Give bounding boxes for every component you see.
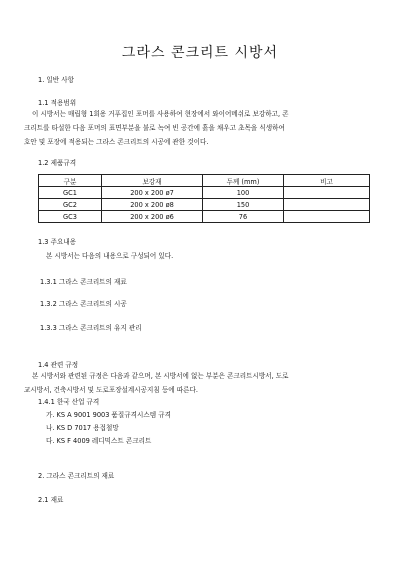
- table-cell: 100: [203, 187, 284, 199]
- document-title: 그라스 콘크리트 시방서: [121, 45, 279, 61]
- table-header: 구분: [39, 175, 102, 187]
- contents-item-1: 1.3.1 그라스 콘크리트의 재료: [40, 278, 127, 286]
- rules-paragraph: [24, 369, 376, 397]
- standard-item: 가. KS A 9001 9003 품질규격시스템 규격: [46, 411, 171, 419]
- table-cell: GC1: [39, 187, 102, 199]
- section-heading-1-4: 1.4 관련 규정: [38, 361, 79, 369]
- table-cell: 76: [203, 211, 284, 223]
- contents-item-2: 1.3.2 그라스 콘크리트의 시공: [40, 300, 127, 308]
- table-header: 보강재: [102, 175, 203, 187]
- table-cell: [284, 187, 370, 199]
- subsection-1-4-1: 1.4.1 한국 산업 규격: [38, 398, 100, 406]
- scope-paragraph: [24, 107, 376, 149]
- table-cell: 200 x 200 ø7: [102, 187, 203, 199]
- section-heading-2-1: 2.1 재료: [38, 496, 64, 504]
- table-row: [39, 187, 370, 199]
- standard-item: 나. KS D 7017 용접철망: [46, 424, 119, 432]
- table-row: [39, 211, 370, 223]
- table-cell: [284, 211, 370, 223]
- section-heading-1-2: 1.2 제품규격: [38, 159, 77, 167]
- table-row: [39, 199, 370, 211]
- section-heading-1: 1. 일반 사항: [38, 76, 74, 84]
- table-cell: GC3: [39, 211, 102, 223]
- table-header: 비고: [284, 175, 370, 187]
- table-cell: 200 x 200 ø6: [102, 211, 203, 223]
- contents-intro: 본 시방서는 다음의 내용으로 구성되어 있다.: [46, 252, 174, 260]
- scope-line: 이 시방서는 매립형 1회용 거푸집인 포머를 사용하여 현장에서 와이어메쉬로 보강하고, 콘: [32, 110, 289, 118]
- standard-item: 다. KS F 4009 레디믹스트 콘크리트: [46, 437, 152, 445]
- section-heading-1-3: 1.3 주요내용: [38, 238, 77, 246]
- table-cell: [284, 199, 370, 211]
- table-header-row: [39, 175, 370, 187]
- scope-line: 호안 및 포장에 적용되는 그라스 콘크리트의 시공에 관한 것이다.: [24, 138, 209, 146]
- spec-table: [38, 174, 370, 223]
- contents-item-3: 1.3.3 그라스 콘크리트의 유지 관리: [40, 324, 142, 332]
- section-heading-2: 2. 그라스 콘크리트의 재료: [38, 472, 115, 480]
- table-header: 두께 (mm): [203, 175, 284, 187]
- rules-line: 본 시방서와 관련된 규정은 다음과 같으며, 본 시방서에 없는 부분은 콘크리트시방서, 도로: [32, 372, 289, 380]
- table-cell: 200 x 200 ø8: [102, 199, 203, 211]
- scope-line: 크리트를 타설한 다음 포머의 표면부분을 불로 녹여 빈 공간에 흙을 채우고 초목을 식생하여: [24, 124, 285, 132]
- table-cell: 150: [203, 199, 284, 211]
- section-heading-1-1: 1.1 적용범위: [38, 99, 77, 107]
- table-cell: GC2: [39, 199, 102, 211]
- rules-line: 교시방서, 건축시방서 및 도로포장설계시공지침 등에 따른다.: [24, 386, 198, 394]
